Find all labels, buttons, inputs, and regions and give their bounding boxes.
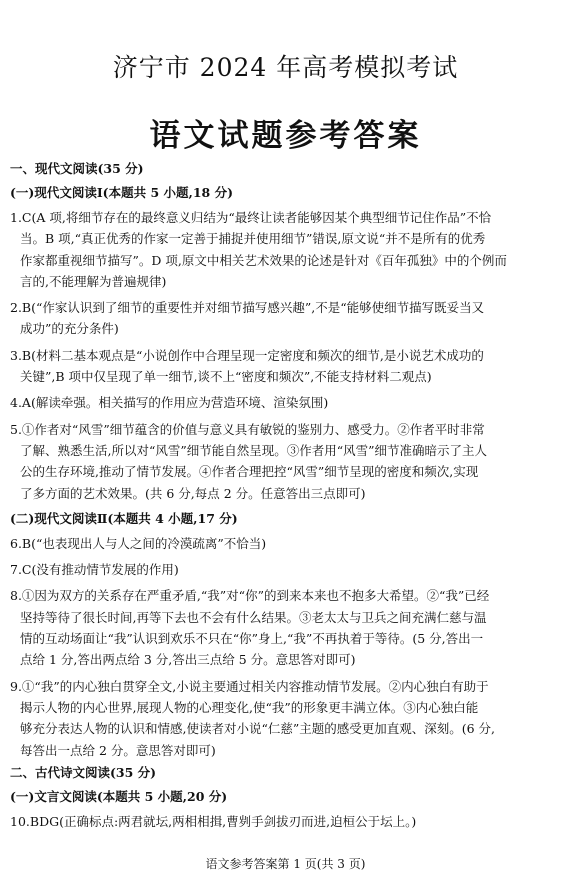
answer-item-8 (10, 585, 563, 670)
section-heading-modern-reading: 一、现代文阅读(35 分) (10, 161, 144, 176)
answer-line: 每答出一点给 2 分。意思答对即可) (20, 742, 216, 758)
answer-line: 作家都重视细节描写”。D 项,原文中相关艺术效果的论述是针对《百年孤独》中的个例而 (20, 252, 507, 268)
answer-line: 坚持等待了很长时间,再等下去也不会有什么结果。③老太太与卫兵之间充满仁慈与温 (20, 609, 487, 625)
answer-line: 7.C(没有推动情节发展的作用) (10, 562, 179, 578)
answer-line: 关键”,B 项中仅呈现了单一细节,谈不上“密度和频次”,不能支持材料二观点) (20, 369, 432, 385)
answer-line: 公的生存环境,推动了情节发展。④作者合理把控“风雪”细节呈现的密度和频次,实现 (20, 464, 479, 480)
answer-content (10, 157, 563, 832)
answer-line: 点给 1 分,答出两点给 3 分,答出三点给 5 分。意思答对即可) (20, 652, 356, 668)
answer-item-3 (10, 345, 563, 388)
answer-line: 6.B(“也表现出人与人之间的冷漠疏离”不恰当) (10, 535, 267, 551)
subsection-heading-reading-1: (一)现代文阅读Ⅰ(本题共 5 小题,18 分) (10, 185, 234, 200)
answer-line: 言的,不能理解为普遍规律) (20, 273, 167, 289)
subsection-heading-reading-2: (二)现代文阅读Ⅱ(本题共 4 小题,17 分) (10, 510, 238, 526)
subsection-heading-classical-prose: (一)文言文阅读(本题共 5 小题,20 分) (10, 788, 228, 804)
answer-item-9 (10, 676, 563, 761)
answer-line: 了多方面的艺术效果。(共 6 分,每点 2 分。任意答出三点即可) (20, 485, 366, 501)
answer-item-2 (10, 297, 563, 340)
answer-item-1 (10, 207, 563, 292)
answer-line: 2.B(“作家认识到了细节的重要性并对细节描写感兴趣”,不是“能够使细节描写既妥当又 (10, 300, 485, 316)
answer-item-7 (10, 559, 563, 580)
answer-item-10 (10, 811, 563, 832)
exam-title: 济宁市 2024 年高考模拟考试 (112, 53, 459, 82)
answer-line: 成功”的充分条件) (20, 321, 119, 337)
answer-line: 8.①因为双方的关系存在严重矛盾,“我”对“你”的到来本来也不抱多大希望。②“我”已经 (10, 588, 490, 604)
answer-line: 10.BDG(正确标点:两君就坛,两相相揖,曹刿手剑拔刃而进,迫桓公于坛上。) (10, 813, 417, 829)
answer-line: 9.①“我”的内心独白贯穿全文,小说主要通过相关内容推动情节发展。②内心独白有助于 (10, 678, 489, 694)
section-heading-classical-reading: 二、古代诗文阅读(35 分) (10, 764, 157, 780)
page-footer: 语文参考答案第 1 页(共 3 页) (205, 857, 366, 871)
answer-line: 揭示人物的内心世界,展现人物的心理变化,使“我”的形象更丰满立体。③内心独白能 (20, 699, 479, 715)
answer-line: 3.B(材料二基本观点是“小说创作中合理呈现一定密度和频次的细节,是小说艺术成功的 (10, 347, 484, 363)
answer-line: 够充分表达人物的认识和情感,使读者对小说“仁慈”主题的感受更加直观、深刻。(6 分, (20, 721, 496, 737)
answer-item-5 (10, 419, 563, 504)
answer-line: 当。B 项,“真正优秀的作家一定善于捕捉并使用细节”错误,原文说“并不是所有的优秀 (20, 231, 486, 247)
answer-item-4 (10, 392, 563, 413)
answer-line: 5.①作者对“风雪”细节蕴含的价值与意义具有敏锐的鉴别力、感受力。②作者平时非常 (10, 421, 485, 437)
answer-line: 情的互动场面让“我”认识到欢乐不只在“你”身上,“我”不再执着于等待。(5 分,答出一 (20, 631, 484, 647)
answer-line: 了解、熟悉生活,所以对“风雪”细节能自然呈现。③作者用“风雪”细节准确暗示了主人 (20, 442, 488, 458)
answer-item-6 (10, 533, 563, 554)
document-title: 语文试题参考答案 (149, 118, 422, 154)
answer-line: 4.A(解读牵强。相关描写的作用应为营造环境、渲染氛围) (10, 395, 329, 411)
answer-line: 1.C(A 项,将细节存在的最终意义归结为“最终让读者能够因某个典型细节记住作品”不恰 (10, 210, 492, 225)
